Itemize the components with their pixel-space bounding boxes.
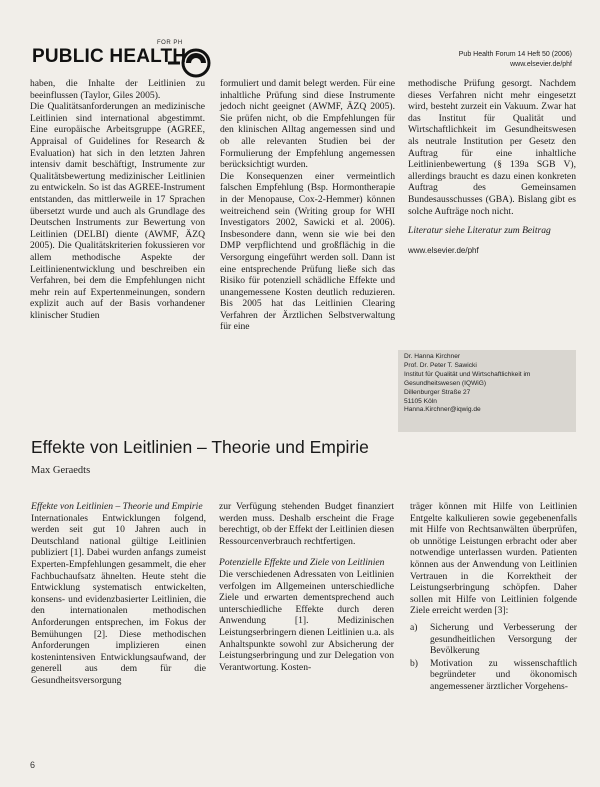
author-address [404,353,574,415]
list-item [410,658,577,693]
bottom-column-3 [410,501,577,694]
section-heading: Effekte von Leitlinien – Theorie und Empirie [31,501,203,512]
top-column-2 [220,78,395,333]
paragraph: methodische Prüfung gesorgt. Nachdem dieses Verfahren nicht mehr eingesetzt wird, besteht zurzeit ein Vakuum. Zwar hat das Institut für Qualität und Wirtschaftlichkeit im Gesundheitswesen als neutrale Institution per Gesetz den Auftrag für eine inhaltliche Leitlinienbewertung (§ 139a SGB V), allerdings braucht es dazu einen konkreten Auftrag des Gemeinsamen Bundesausschusses (GBA). Bislang gibt es solche Aufträge noch nicht. [408,78,576,217]
address-line: Prof. Dr. Peter T. Sawicki [404,361,477,369]
paragraph: haben, die Inhalte der Leitlinien zu beeinflussen (Taylor, Giles 2005). [30,78,205,101]
top-column-1 [30,78,205,321]
paragraph: zur Verfügung stehenden Budget finanziert werden muss. Deshalb erscheint die Frage berechtigt, ob der Effekt der Leitlinien diesen Ressourcenverbrauch rechtfertigen. [219,501,394,547]
goals-list [410,622,577,693]
logo-subtitle: FOR PH [157,40,183,46]
literature-url: www.elsevier.de/phf [408,245,479,255]
paragraph: Internationales Entwicklungen folgend, werden seit gut 10 Jahren auch in Deutschland national gültige Leitlinien publiziert [1]. Dabei wurden anfangs zumeist Experten-Empfehlungen gesammelt, die eher Fachbuchaufsatz ähnelten. Heute steht die Entwicklung systematisch entwickelten, konsens- und evidenzbasierter Leitlinien, die den internationalen methodischen Anforderungen entsprechen, im Fokus der Bemühungen [2]. Diese methodischen Anforderungen implizieren einen kostenintensiven Entwicklungsaufwand, der generell aus dem für die Gesundheitsversorgung [31,512,206,686]
page-header [0,0,600,78]
list-label: b) [410,657,418,669]
journal-logo-text: PUBLIC HEALTH [32,46,187,67]
list-text: Motivation zu wissenschaftlich begründeter und ökonomisch angemessener ärztlicher Vorgehens- [430,657,577,692]
paragraph: Die Konsequenzen einer vermeintlich falschen Empfehlung (Bsp. Hormontherapie in der Menopause, Cox-2-Hemmer) können weitreichend sein (Writing group for WHI Investigators 2002, Sawicki et al. 2006). Insbesondere dann, wenn sie wie bei den DMP verpflichtend und großflächig in die Versorgung eingeführt werden soll. Dann ist eine entsprechende Prüfung ließe sich das Risiko für potenziell schädliche Effekte und unangemessene Kosten deutlich reduzieren. Bis 2005 hat das Leitlinien Clearing Verfahren der Ärztlichen Selbstverwaltung für eine [220,170,395,333]
literature-note: Literatur siehe Literatur zum Beitrag [408,225,551,237]
paragraph: träger können mit Hilfe von Leitlinien Entgelte kalkulieren sowie gegebenenfalls mit Hilfe von Rechtsanwälten überprüfen, ob unnötige Leistungen erbracht oder aber notwendige unterlassen wurden. Patienten können aus der Anwendung von Leitlinien Vertrauen in die Korrektheit der Leistungserbringung schöpfen. Daher sollen mit Hilfe von Leitlinien folgende Ziele erreicht werden [3]: [410,501,577,617]
article-title: Effekte von Leitlinien – Theorie und Empirie [31,437,369,457]
top-column-3 [408,78,576,256]
journal-citation [459,50,572,70]
journal-citation-line: Pub Health Forum 14 Heft 50 (2006) [458,51,572,58]
paragraph: Die verschiedenen Adressaten von Leitlinien verfolgen im Allgemeinen unterschiedliche Ziele und erwarten dementsprechend auch unterschiedliche Effekte durch deren Anwendung [1]. Medizinischen Leistungserbringern dienen Leitlinien u.a. als Anhaltspunkte sowohl zur Absicherung der Leistungserbringung und zur Delegation von Verantwortung. Kosten- [219,568,394,673]
address-line: Institut für Qualität und Wirtschaftlichkeit im Gesundheitswesen (IQWiG) [404,370,531,387]
list-text: Sicherung und Verbesserung der gesundheitlichen Versorgung der Bevölkerung [430,621,577,657]
journal-url: www.elsevier.de/phf [510,61,572,68]
address-email: Hanna.Kirchner@iqwig.de [404,406,481,414]
page-number: 6 [30,760,36,770]
list-label: a) [410,621,418,633]
journal-logo-icon [168,48,216,80]
paragraph: formuliert und damit belegt werden. Für eine inhaltliche Prüfung sind diese Instrumente jedoch nicht geeignet (AWMF, ÄZQ 2005). Sie prüfen nicht, ob die Empfehlungen für den klinischen Alltag angemessen sind und ob alle relevanten Studien bei der Formulierung der Empfehlung angemessen berücksichtigt wurden. [220,78,395,171]
paragraph: Die Qualitätsanforderungen an medizinische Leitlinien sind international abgestimmt. Eine europäische Arbeitsgruppe (AGREE, Appraisal of Guidelines for Research & Evaluation) hat sich in den letzten Jahren intensiv damit beschäftigt, Instrumente zur Qualitätsbewertung medizinischer Leitlinien zu entwickeln. So ist das AGREE-Instrument entstanden, das mittlerweile in 17 Sprachen übersetzt wurde und auch als Grundlage des Deutschen Instruments zur Bewertung von Leitlinien (DELBI) diente (AWMF, ÄZQ 2005). Die Qualitätskriterien fokussieren vor allem methodische Aspekte der Leitlinienentwicklung und beschreiben ein Verfahren, bei dem die Empfehlungen nicht mehr rein auf Expertenmeinungen, sondern explizit auch auf der Basis vorhandener klinischer Studien [30,101,205,321]
article-author: Max Geraedts [31,465,91,476]
address-line: Dr. Hanna Kirchner [404,353,461,360]
bottom-column-1 [31,501,206,687]
bottom-column-2 [219,501,394,673]
address-line: Dillenburger Straße 27 [404,388,471,396]
address-line: 51105 Köln [404,397,437,405]
list-item [410,622,577,657]
section-heading: Potenzielle Effekte und Ziele von Leitlinien [219,557,385,569]
